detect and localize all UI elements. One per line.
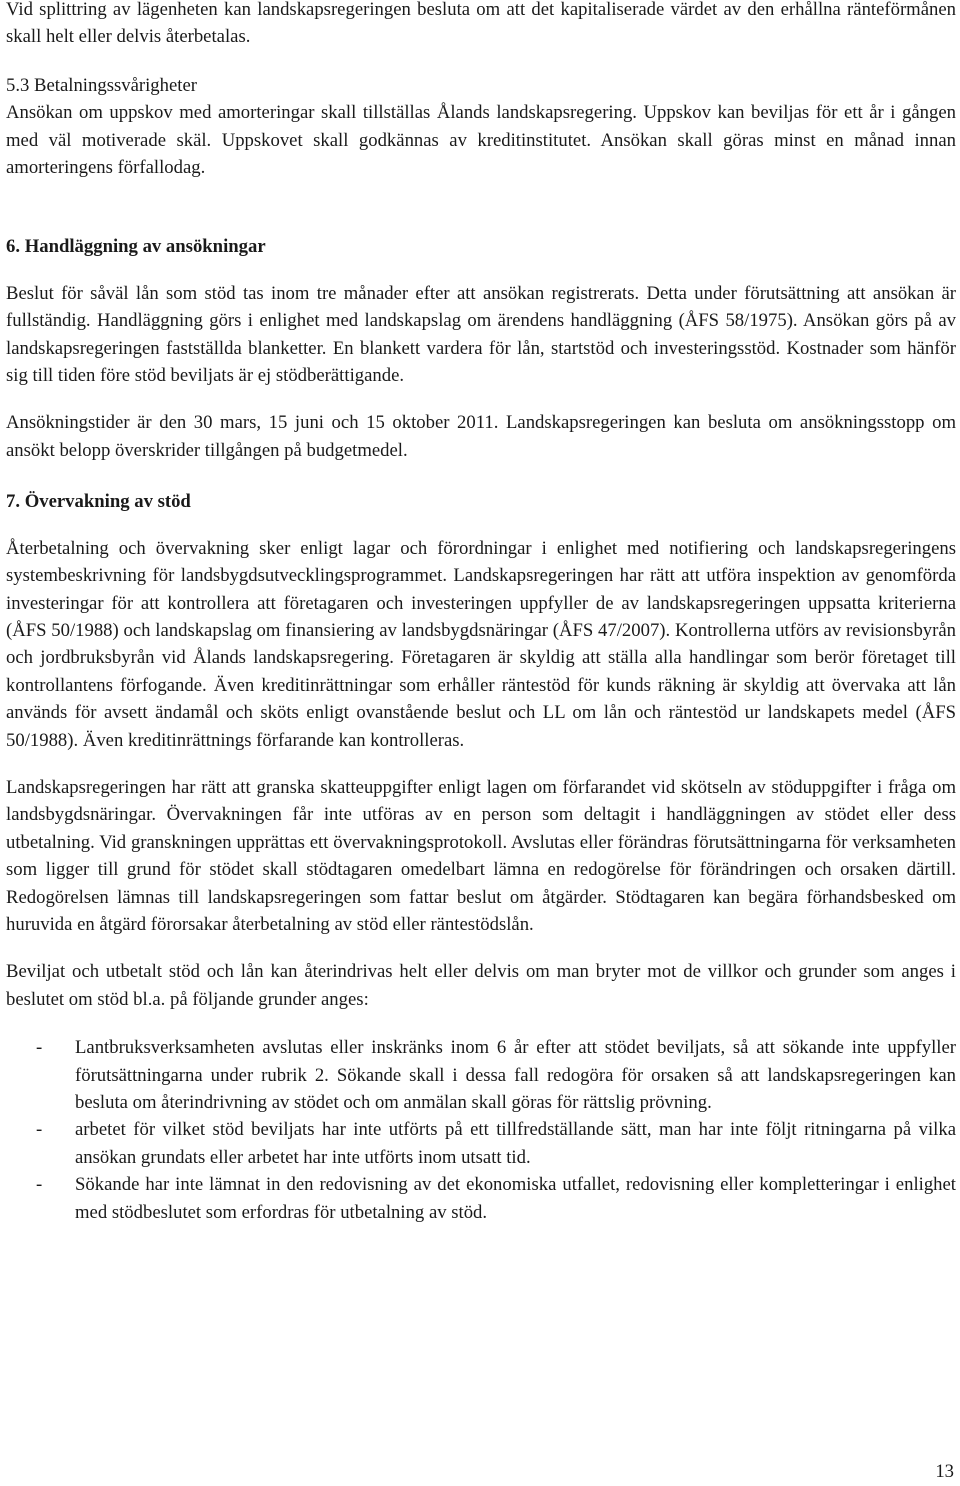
list-item-text: arbetet för vilket stöd beviljats har inte utförts på ett tillfredställande sätt, man har inte följt ritningarna på vilka ansökan grundats eller arbetet har inte utförts inom utsatt tid. xyxy=(75,1119,956,1168)
document-page xyxy=(6,0,956,1226)
bullet-dash: - xyxy=(36,1037,43,1059)
intro-paragraph: Vid splittring av lägenheten kan landskapsregeringen besluta om att det kapitaliserade värdet av den erhållna ränteförmånen skall helt eller delvis återbetalas. xyxy=(6,0,956,48)
section-5-3-title: 5.3 Betalningssvårigheter xyxy=(6,74,197,96)
section-5-3-body: Ansökan om uppskov med amorteringar skall tillställas Ålands landskapsregering. Uppskov kan beviljas för ett år i gången med väl motiverade skäl. Uppskovet skall godkännas av kreditinstitutet. Ansökan skall göras minst en månad innan amorteringens förfallodag. xyxy=(6,102,956,179)
section-6-paragraph-2: Ansökningstider är den 30 mars, 15 juni och 15 oktober 2011. Landskapsregeringen kan besluta om ansökningsstopp om ansökt belopp överskrider tillgången på budgetmedel. xyxy=(6,412,956,461)
list-item-text: Lantbruksverksamheten avslutas eller inskränks inom 6 år efter att stödet beviljats, så att sökande inte uppfyller förutsättningarna under rubrik 2. Sökande skall i dessa fall redogöra för orsaken så att landskapsregeringen kan besluta om återindrivning av stödet och om anmälan skall göras för rättslig prövning. xyxy=(75,1037,956,1113)
list-item xyxy=(6,1171,956,1226)
bullet-dash: - xyxy=(36,1119,43,1141)
section-6-paragraph-1: Beslut för såväl lån som stöd tas inom tre månader efter att ansökan registrerats. Detta under förutsättning att ansökan är fullständig. Handläggning görs i enlighet med landskapslag om ärendens handläggning (ÅFS 58/1975). Ansökan görs på av landskapsregeringen fastställda blanketter. En blankett vardera för lån, startstöd och investeringsstöd. Kostnader som hänför sig till tiden före stöd beviljats är ej stödberättigande. xyxy=(6,282,956,387)
list-item xyxy=(6,1034,956,1116)
section-7-title: 7. Övervakning av stöd xyxy=(6,491,191,513)
section-7-paragraph-3: Beviljat och utbetalt stöd och lån kan återindrivas helt eller delvis om man bryter mot de villkor och grunder som anges i beslutet om stöd bl.a. på följande grunder anges: xyxy=(6,961,956,1010)
bullet-dash: - xyxy=(36,1174,43,1196)
section-7-paragraph-1: Återbetalning och övervakning sker enligt lagar och förordningar i enlighet med notifiering och landskapsregeringens systembeskrivning för landsbygdsutvecklingsprogrammet. Landskapsregeringen har rätt att utföra inspektion av genomförda investeringar för att kontrollera att företagaren och investeringen uppfyller de av landskapsregeringen uppsatta kriterierna (ÅFS 50/1988) och landskapslag om finansiering av landsbygdsnäringar (ÅFS 47/2007). Kontrollerna utförs av revisionsbyrån och jordbruksbyrån vid Ålands landskapsregering. Företagaren är skyldig att ställa alla handlingar som berör företaget till kontrollantens förfogande. Även kreditinrättningar som erhåller räntestöd för kunds räkning är skyldig att övervaka att lån används för avsett ändamål och sköts enligt ovanstående beslut och LL om lån och räntestöd ur landskapets medel (ÅFS 50/1988). Även kreditinrättnings förfarande kan kontrolleras. xyxy=(6,537,956,751)
section-7-paragraph-2: Landskapsregeringen har rätt att granska skatteuppgifter enligt lagen om förfarandet vid skötseln av stöduppgifter i fråga om landsbygdsnäringar. Övervakningen får inte utföras av en person som deltagit i handläggningen av stödet eller dess utbetalning. Vid granskningen upprättas ett övervakningsprotokoll. Avslutas eller förändras förutsättningarna för verksamheten som ligger till grund för stödet skall stödtagaren omedelbart lämna en redogörelse för förändringen och orsaken därtill. Redogörelsen lämnas till landskapsregeringen som fattar beslut om åtgärder. Stödtagaren kan begära förhandsbesked om huruvida en åtgärd förorsakar återbetalning av stöd eller räntestödslån. xyxy=(6,776,956,935)
list-item-text: Sökande har inte lämnat in den redovisning av det ekonomiska utfallet, redovisning eller kompletteringar i enlighet med stödbeslutet som erfordras för utbetalning av stöd. xyxy=(75,1174,956,1223)
grounds-list xyxy=(6,1034,956,1226)
list-item xyxy=(6,1116,956,1171)
page-number: 13 xyxy=(935,1461,954,1482)
section-6-title: 6. Handläggning av ansökningar xyxy=(6,236,266,258)
